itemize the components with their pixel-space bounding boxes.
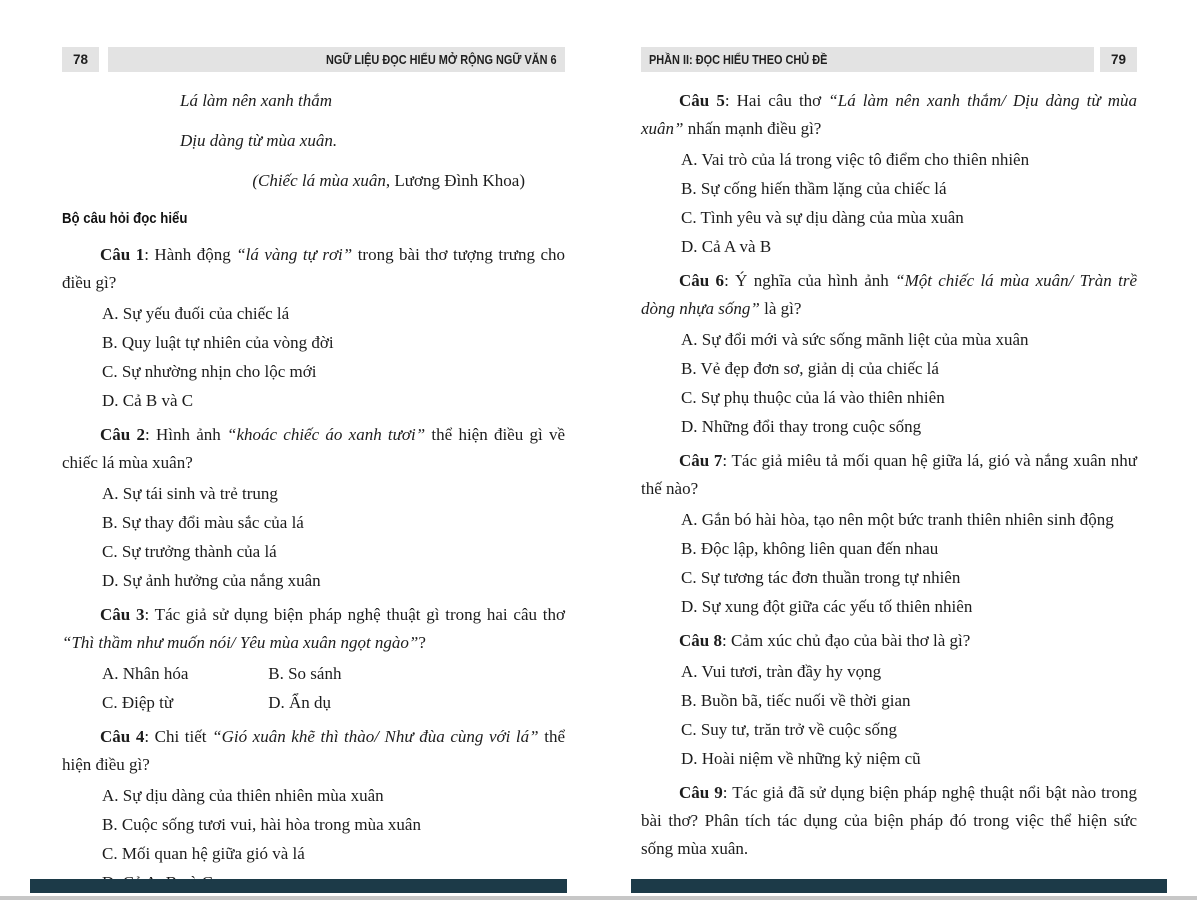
answer-option: A. Sự dịu dàng của thiên nhiên mùa xuân [102,786,384,805]
question-pre: : Hành động [144,245,237,264]
answer-option: A. Gắn bó hài hòa, tạo nên một bức tranh thiên nhiên sinh động [681,510,1114,529]
question-label: Câu 9 [679,783,723,802]
answer-option: D. Sự xung đột giữa các yếu tố thiên nhiên [681,597,973,616]
answer-options [681,145,1137,261]
answer-option: A. Sự đổi mới và sức sống mãnh liệt của mùa xuân [681,330,1029,349]
question-pre: : Hình ảnh [144,425,227,444]
answer-option: B. Cuộc sống tươi vui, hài hòa trong mùa xuân [102,815,421,834]
question-quote: “Một chiếc lá mùa xuân/ Tràn trề dòng nhựa sống” [641,271,1138,318]
answer-option: D. Sự ảnh hưởng của nắng xuân [102,571,321,590]
section-heading: Bộ câu hỏi đọc hiểu [62,210,188,227]
answer-option: A. Nhân hóa [102,664,189,683]
answer-option: A. Vai trò của lá trong việc tô điểm cho thiên nhiên [681,150,1030,169]
answer-option: D. Cả B và C [102,391,194,410]
question-post: là gì? [759,299,802,318]
question-label: Câu 8 [679,631,722,650]
question-pre: : Tác giả sử dụng biện pháp nghệ thuật gì trong hai câu thơ [144,605,565,624]
right-running-header [641,47,1137,72]
question-label: Câu 6 [679,271,725,290]
question-label: Câu 7 [679,451,723,470]
question-block-8 [641,627,1137,773]
question-block-9 [641,779,1137,863]
answer-option: A. Sự yếu đuối của chiếc lá [102,304,290,323]
question-text [62,421,565,477]
answer-option: A. Sự tái sinh và trẻ trung [102,484,278,503]
answer-options [102,299,565,415]
poem-author: , Lương Đình Khoa) [385,171,525,190]
question-quote: “Gió xuân khẽ thì thào/ Như đùa cùng với lá” [212,727,539,746]
question-pre: : Hai câu thơ [724,91,829,110]
answer-option: A. Vui tươi, tràn đầy hy vọng [681,662,882,681]
running-header-text-right: PHẦN II: ĐỌC HIỂU THEO CHỦ ĐỀ [649,52,828,67]
page-number-right: 79 [1100,47,1137,72]
answer-option: B. Quy luật tự nhiên của vòng đời [102,333,334,352]
question-label: Câu 1 [100,245,145,264]
question-block-6 [641,267,1137,441]
poem-line-2: Dịu dàng từ mùa xuân. [180,131,338,150]
question-text [641,87,1137,143]
question-text [62,241,565,297]
question-text [641,447,1137,503]
answer-option: C. Sự nhường nhịn cho lộc mới [102,362,317,381]
answer-options [681,325,1137,441]
question-post: ? [418,633,426,652]
question-text [641,779,1137,863]
page-number-left: 78 [62,47,99,72]
footer-bar-left [30,879,567,893]
answer-options [681,657,1137,773]
footer-bar-right [631,879,1167,893]
question-pre: : Tác giả đã sử dụng biện pháp nghệ thuật nổi bật nào trong bài thơ? Phân tích tác dụng của biện pháp đó trong việc thể hiện sức sống mùa xuân. [641,783,1137,858]
answer-option: B. Sự thay đổi màu sắc của lá [102,513,304,532]
question-quote: “khoác chiếc áo xanh tươi” [227,425,426,444]
question-quote: “Lá làm nên xanh thắm/ Dịu dàng từ mùa xuân” [641,91,1138,138]
answer-option: D. Cả A và B [681,237,772,256]
answer-option: B. Vẻ đẹp đơn sơ, giản dị của chiếc lá [681,359,939,378]
bottom-edge-line [0,896,1197,900]
question-quote: “lá vàng tự rơi” [236,245,353,264]
question-text [641,627,1137,655]
question-label: Câu 4 [100,727,145,746]
answer-option: C. Tình yêu và sự dịu dàng của mùa xuân [681,208,964,227]
left-page [62,47,565,902]
answer-option: B. Buồn bã, tiếc nuối về thời gian [681,691,911,710]
question-post: thể hiện điều gì về chiếc lá mùa xuân? [62,425,565,472]
question-block-1 [62,241,565,415]
answer-option: B. So sánh [268,664,342,683]
answer-option: B. Độc lập, không liên quan đến nhau [681,539,939,558]
answer-option: C. Sự trưởng thành của lá [102,542,277,561]
question-quote: “Thì thầm như muốn nói/ Yêu mùa xuân ngọt ngào” [62,633,419,652]
question-block-7 [641,447,1137,621]
answer-option: D. Những đổi thay trong cuộc sống [681,417,922,436]
question-text [641,267,1137,323]
question-block-3 [62,601,565,717]
answer-options [681,505,1137,621]
answer-option: C. Điệp từ [102,693,174,712]
question-post: nhấn mạnh điều gì? [683,119,822,138]
answer-option: D. Ẩn dụ [268,693,332,712]
poem-source [62,167,525,195]
question-label: Câu 3 [100,605,145,624]
question-pre: : Ý nghĩa của hình ảnh [724,271,896,290]
running-header-text-left: NGỮ LIỆU ĐỌC HIỂU MỞ RỘNG NGỮ VĂN 6 [326,52,557,67]
question-label: Câu 2 [100,425,145,444]
question-block-2 [62,421,565,595]
running-header-bar-right [641,47,1094,72]
answer-options [102,479,565,595]
running-header-bar-left [108,47,565,72]
answer-options [102,659,565,717]
answer-option: B. Sự cống hiến thầm lặng của chiếc lá [681,179,947,198]
question-text [62,601,565,657]
question-label: Câu 5 [679,91,725,110]
answer-option: D. Hoài niệm về những kỷ niệm cũ [681,749,921,768]
question-text [62,723,565,779]
question-post: trong bài thơ tượng trưng cho điều gì? [62,245,566,292]
right-page [641,47,1137,865]
question-pre: : Cảm xúc chủ đạo của bài thơ là gì? [721,631,971,650]
poem-line-1: Lá làm nên xanh thắm [180,91,333,110]
left-running-header [62,47,565,72]
question-post: thể hiện điều gì? [62,727,565,774]
poem-title: (Chiếc lá mùa xuân [252,171,386,190]
question-pre: : Tác giả miêu tả mối quan hệ giữa lá, gió và nắng xuân như thế nào? [641,451,1138,498]
answer-option: C. Suy tư, trăn trở về cuộc sống [681,720,898,739]
answer-option: C. Mối quan hệ giữa gió và lá [102,844,305,863]
answer-option: C. Sự tương tác đơn thuần trong tự nhiên [681,568,961,587]
question-pre: : Chi tiết [144,727,213,746]
question-block-5 [641,87,1137,261]
question-block-4 [62,723,565,897]
answer-option: C. Sự phụ thuộc của lá vào thiên nhiên [681,388,945,407]
